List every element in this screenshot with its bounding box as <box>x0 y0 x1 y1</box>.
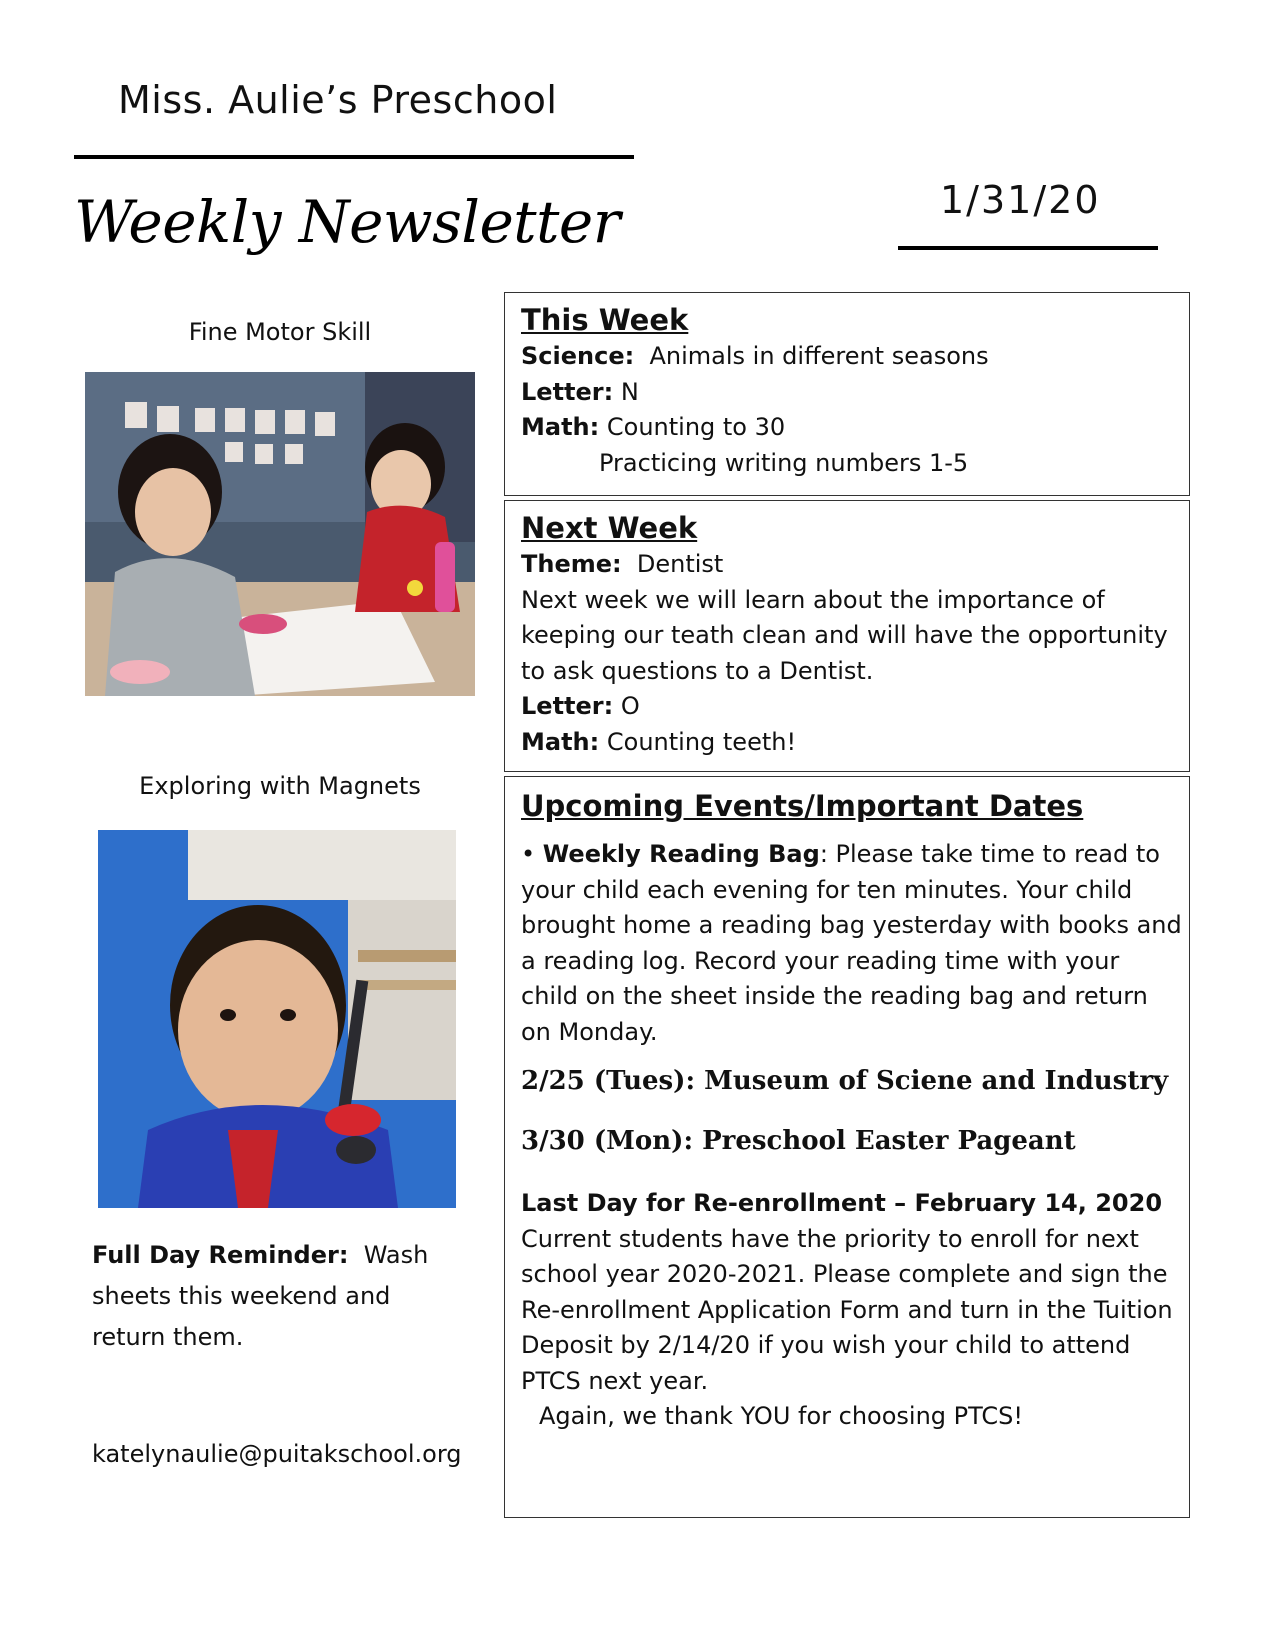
full-day-reminder <box>92 1235 452 1358</box>
reenroll-line-2: school year 2020-2021. Please complete and sign the <box>521 1260 1168 1288</box>
magnets-photo <box>98 830 456 1208</box>
newsletter-date: 1/31/20 <box>940 178 1101 222</box>
next-week-description-1: Next week we will learn about the importance of <box>521 585 1105 614</box>
theme-row <box>521 547 1168 583</box>
math-label: Math: <box>521 413 600 441</box>
this-week-box <box>504 292 1190 496</box>
events-box <box>504 776 1190 1518</box>
theme-label: Theme: <box>521 550 622 578</box>
next-letter-value: O <box>620 692 640 720</box>
contact-email[interactable]: katelynaulie@puitakschool.org <box>92 1440 462 1468</box>
events-heading: Upcoming Events/Important Dates <box>521 789 1084 823</box>
reading-bag-line-4: a reading log. Record your reading time with your <box>521 946 1120 975</box>
photo1-caption: Fine Motor Skill <box>188 318 372 346</box>
photo2-caption: Exploring with Magnets <box>139 772 421 800</box>
science-row <box>521 339 989 375</box>
reenroll-line-4: Deposit by 2/14/20 if you wish your child to attend <box>521 1331 1131 1359</box>
letter-row <box>521 375 989 411</box>
math-row <box>521 410 989 446</box>
letter-value: N <box>620 377 639 406</box>
this-week-heading: This Week <box>521 303 689 337</box>
school-name: Miss. Aulie’s Preschool <box>118 78 558 122</box>
reenroll-line-3: Re-enrollment Application Form and turn in the Tuition <box>521 1295 1173 1324</box>
reading-bag-line-1 <box>521 837 1183 873</box>
reenroll-line-1: Current students have the priority to enroll for next <box>521 1224 1139 1253</box>
next-math-value: Counting teeth! <box>606 727 797 756</box>
reminder-text: Wash sheets this weekend and return them. <box>92 1241 429 1351</box>
event-museum: 2/25 (Tues): Museum of Sciene and Industry <box>521 1066 1169 1096</box>
fine-motor-photo <box>85 372 475 696</box>
newsletter-title: Weekly Newsletter <box>74 188 620 256</box>
next-letter-label: Letter: <box>521 692 614 720</box>
thanks-line: Again, we thank YOU for choosing PTCS! <box>539 1402 1024 1430</box>
reenroll-line-5: PTCS next year. <box>521 1366 709 1395</box>
math-value: Counting to 30 <box>606 413 786 441</box>
reading-bag-line-6: on Monday. <box>521 1017 658 1046</box>
theme-value: Dentist <box>636 550 724 578</box>
letter-label: Letter: <box>521 377 614 406</box>
date-underline <box>898 246 1158 250</box>
header-divider <box>74 155 634 159</box>
science-value: Animals in different seasons <box>649 342 989 370</box>
next-letter-row <box>521 689 1168 725</box>
next-week-heading: Next Week <box>521 511 698 545</box>
reminder-label: Full Day Reminder: <box>92 1241 349 1269</box>
next-math-row <box>521 725 1168 761</box>
next-week-box <box>504 500 1190 772</box>
reading-bag-line-2: your child each evening for ten minutes. Your child <box>521 875 1133 904</box>
next-math-label: Math: <box>521 727 600 756</box>
reading-bag-label: Weekly Reading Bag <box>542 840 820 868</box>
math-value-2: Practicing writing numbers 1-5 <box>599 448 969 477</box>
next-week-description-3: to ask questions to a Dentist. <box>521 656 874 685</box>
next-week-description-2: keeping our teath clean and will have the opportunity <box>521 621 1168 649</box>
reading-bag-line-3: brought home a reading bag yesterday with books and <box>521 911 1182 939</box>
bullet: • <box>521 840 536 868</box>
science-label: Science: <box>521 342 635 370</box>
reading-bag-text-1: : Please take time to read to <box>819 840 1160 868</box>
event-easter-pageant: 3/30 (Mon): Preschool Easter Pageant <box>521 1126 1076 1156</box>
reading-bag-line-5: child on the sheet inside the reading bag and return <box>521 982 1148 1010</box>
reenroll-heading: Last Day for Re-enrollment – February 14, 2020 <box>521 1189 1163 1217</box>
